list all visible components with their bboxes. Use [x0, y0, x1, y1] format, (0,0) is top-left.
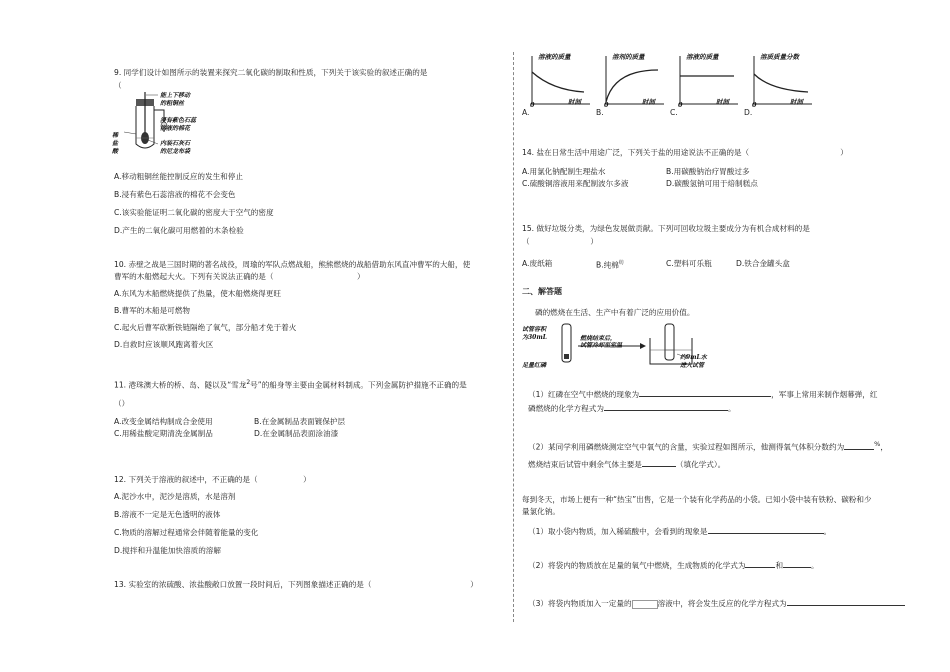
graph-b-xlabel: 时间 [642, 98, 655, 106]
graph-b [606, 56, 664, 104]
q17-p1-end: 。 [823, 527, 832, 536]
fig16-label-7: 进入试管 [680, 362, 705, 369]
graph-d-letter: D. [744, 108, 753, 117]
question-15-option-b [596, 258, 624, 271]
fig16-label-5: 试管冷却至室温 [580, 342, 623, 349]
fig9-label-8: 内装石灰石 [160, 140, 191, 147]
fig9-label-1: 能上下移动 [160, 92, 191, 99]
question-15-option-c: C.塑料可乐瓶 [666, 259, 712, 268]
graph-c-xlabel: 时间 [716, 98, 729, 106]
q11-text-b: 号”的船身等主要由金属材料制成。下列金属防护措施不正确的是 [250, 380, 467, 390]
question-9-option-a: A.移动粗铜丝能控制反应的发生和停止 [114, 172, 243, 181]
q16-p1-blank[interactable] [639, 388, 771, 397]
q15-option-b-sup: 纺 [618, 260, 624, 266]
q11-superscript: 2 [246, 379, 251, 386]
question-16-part1-line2 [528, 402, 736, 414]
question-17-intro-line1: 每到冬天，市场上便有一种“热宝”出售，它是一个装有化学药品的小袋。已知小袋中装有铁粉、碳粉和少 [522, 495, 872, 504]
q16-p2-text: （2）某同学利用磷燃烧测定空气中氧气的含量，实验过程如图所示，他测得氧气体积分数约为 [528, 442, 845, 452]
question-15-paren: （ ） [522, 237, 598, 246]
question-11-option-c: C.用稀盐酸定期清洗金属制品 [114, 429, 213, 438]
fig9-label-9: 的尼龙布袋 [160, 148, 191, 155]
fig9-label-2: 的粗铜丝 [160, 100, 185, 107]
question-10-option-c: C.起火后曹军砍断铁链隔绝了氧气，部分船才免于着火 [114, 323, 297, 332]
fig9-label-6: 盐 [112, 140, 119, 147]
question-9-option-d: D.产生的二氧化碳可用燃着的木条检验 [114, 226, 244, 235]
question-16-intro: 磷的燃烧在生活、生产中有着广泛的应用价值。 [535, 308, 695, 317]
question-9-paren: （ [114, 81, 122, 90]
question-15-option-a: A.废纸箱 [522, 259, 553, 268]
question-17-part3 [528, 597, 905, 609]
fig16-label-6: 约9mL水 [680, 354, 707, 361]
q16-p1-text: （1）红磷在空气中燃烧的现象为 [528, 390, 640, 399]
fig16-label-4: 燃烧结束后， [580, 335, 617, 342]
graph-a-xlabel: 时间 [568, 98, 581, 106]
graph-c [680, 56, 738, 104]
graph-c-origin: 0 [678, 101, 683, 109]
fig9-label-5: 稀 [112, 132, 119, 139]
q16-p2-text-b: ， [880, 442, 888, 452]
q17-p2-and: 和 [775, 561, 784, 570]
question-17-intro-line2: 量氯化钠。 [522, 507, 560, 516]
fig9-label-7: 酸 [112, 148, 119, 155]
q17-p2-blank-1[interactable] [745, 559, 775, 568]
question-11-line2: （） [114, 399, 130, 408]
question-14-stem: 14. 盐在日常生活中用途广泛，下列关于盐的用途说法不正确的是（ ） [522, 148, 848, 157]
question-11-line1 [114, 377, 467, 391]
section-title: 二、解答题 [522, 287, 562, 296]
question-10-option-b: B.曹军的木船是可燃物 [114, 306, 190, 315]
question-10-option-d: D.自救时应该顺风跑离着火区 [114, 340, 214, 349]
question-14-option-a: A.用氯化钠配制生理盐水 [522, 167, 606, 176]
graph-c-ylabel: 溶液的质量 [686, 53, 719, 61]
q16-p1-equation-blank[interactable] [604, 402, 728, 411]
q15-option-b-text: B.纯棉 [596, 260, 619, 270]
graph-a-ylabel: 溶液的质量 [538, 53, 571, 61]
q17-p2-text: （2）将袋内的物质放在足量的氧气中燃烧，生成物质的化学式为 [528, 561, 746, 570]
graph-d [754, 56, 812, 104]
graph-d-ylabel: 溶质质量分数 [760, 53, 799, 61]
graph-b-origin: 0 [604, 101, 609, 109]
question-13-stem: 13. 实验室的浓硫酸、浓盐酸敞口放置一段时间后，下列图象描述正确的是（ ） [114, 580, 478, 589]
question-12-option-a: A.泥沙水中，泥沙是溶质，水是溶剂 [114, 492, 236, 501]
question-16-part1-line1 [528, 388, 877, 400]
column-divider [513, 52, 514, 622]
question-15-option-d: D.铁合金罐头盒 [736, 259, 790, 268]
q16-p2-percent: % [874, 440, 881, 448]
question-14-option-d: D.碳酸氢钠可用于焙制糕点 [666, 179, 758, 188]
q17-p2-end: 。 [811, 561, 819, 570]
question-17-part2 [528, 559, 819, 571]
fig9-label-3: 浸有紫色石蕊 [160, 117, 197, 124]
graph-a [532, 56, 590, 104]
q17-p2-blank-2[interactable] [783, 559, 811, 568]
fig16-label-3: 足量红磷 [522, 362, 547, 369]
q16-p2-blank[interactable] [844, 441, 874, 450]
question-17-part1 [528, 525, 831, 537]
q11-text-a: 11. 港珠澳大桥的桥、岛、隧以及“雪龙 [114, 380, 247, 390]
q16-p2-gas-blank[interactable] [642, 458, 676, 467]
question-16-part2-line1 [528, 439, 888, 453]
question-9-stem: 9. 同学们设计如图所示的装置来探究二氧化碳的制取和性质，下列关于该实验的叙述正确的是 [114, 68, 428, 77]
question-11-option-d: D.在金属制品表面涂油漆 [254, 429, 339, 438]
question-14-option-c: C.硫酸铜溶液用来配制波尔多液 [522, 179, 629, 188]
question-12-option-b: B.溶液不一定是无色透明的液体 [114, 510, 221, 519]
question-9-option-b: B.浸有紫色石蕊溶液的棉花不会变色 [114, 190, 236, 199]
question-12-option-d: D.搅拌和升温能加快溶质的溶解 [114, 546, 221, 555]
question-15-stem: 15. 做好垃圾分类，为绿色发展做贡献。下列可回收垃圾主要成分为有机合成材料的是 [522, 224, 810, 233]
fig16-label-1: 试管容积 [522, 326, 547, 333]
q16-p1-text-b: ，军事上常用来制作烟幕弹，红 [771, 390, 878, 399]
q16-p1-text-c: 磷燃烧的化学方程式为 [528, 404, 604, 413]
question-10-option-a: A.东风为木船燃烧提供了热量，使木船燃烧得更旺 [114, 289, 281, 298]
q16-p2-text-c: 燃烧结束后试管中剩余气体主要是 [528, 460, 642, 469]
question-11-option-a: A.改变金属结构制成合金使用 [114, 417, 213, 426]
graph-c-letter: C. [670, 108, 678, 117]
question-16-part2-line2 [528, 458, 725, 470]
q17-p1-text: （1）取小袋内物质，加入稀硫酸中，会看到的现象是 [528, 527, 708, 536]
graph-b-ylabel: 溶剂的质量 [612, 53, 645, 61]
q17-p1-blank[interactable] [708, 525, 824, 534]
q17-p3-text-b: 溶液中，将会发生反应的化学方程式为 [657, 599, 787, 608]
q17-p3-formula-box [632, 600, 658, 609]
q16-p2-text-d: （填化学式）。 [675, 460, 726, 469]
graph-b-letter: B. [596, 108, 604, 117]
graph-d-origin: 0 [752, 101, 757, 109]
fig16-label-2: 为30mL [522, 334, 547, 341]
q17-p3-blank[interactable] [787, 597, 905, 606]
fig9-label-4: 溶液的棉花 [160, 125, 191, 132]
q16-p1-text-d: 。 [727, 404, 736, 413]
question-12-option-c: C.物质的溶解过程通常会伴随着能量的变化 [114, 528, 259, 537]
graph-d-xlabel: 时间 [790, 98, 803, 106]
question-12-stem: 12. 下列关于溶液的叙述中，不正确的是（ ） [114, 475, 311, 484]
question-10-line2: 曹军的木船燃起大火。下列有关说法正确的是（ ） [114, 272, 365, 281]
graph-a-letter: A. [522, 108, 530, 117]
question-10-line1: 10. 赤壁之战是三国时期的著名战役，周瑜的军队点燃战船，熊熊燃烧的战船借助东风直冲曹军的大船，使 [114, 260, 471, 269]
question-11-option-b: B.在金属制品表面镀保护层 [254, 417, 346, 426]
q17-p3-text: （3）将袋内物质加入一定量的 [528, 599, 632, 608]
question-9-option-c: C.该实验能证明二氧化碳的密度大于空气的密度 [114, 208, 274, 217]
question-14-option-b: B.用碳酸钠治疗胃酸过多 [666, 167, 750, 176]
graph-a-origin: 0 [530, 101, 535, 109]
